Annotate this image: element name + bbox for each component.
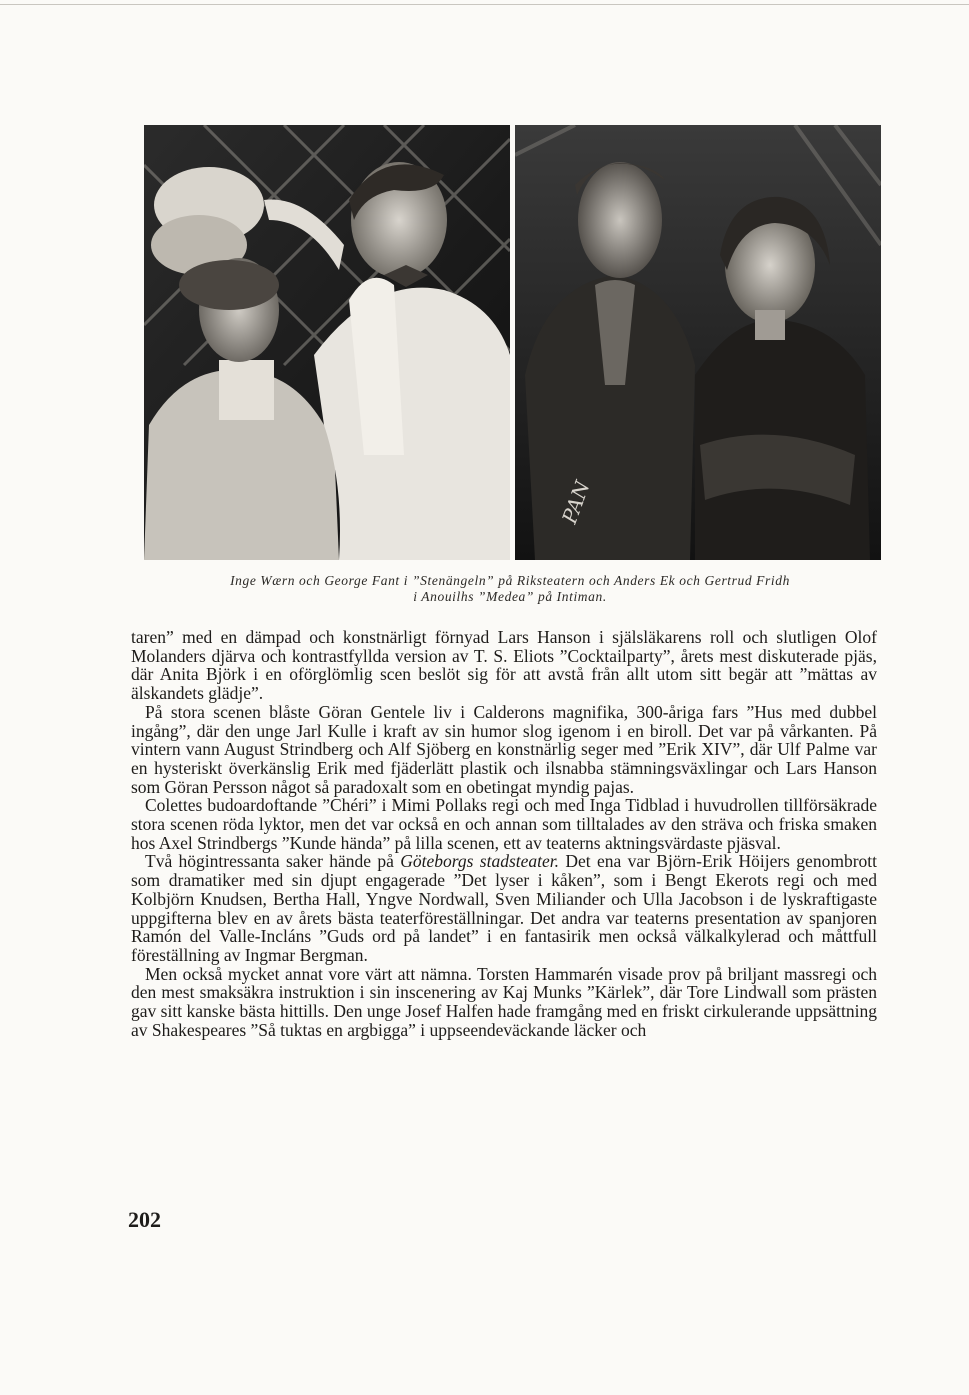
top-edge-line bbox=[0, 4, 969, 5]
page-number: 202 bbox=[128, 1207, 161, 1232]
photo-caption bbox=[130, 573, 890, 605]
photo-row bbox=[144, 125, 881, 560]
paragraph-3: Colettes budoardoftande ”Chéri” i Mimi Pollaks regi och med Inga Tidblad i huvudrollen tillförsäkrade stora scenen röda lyktor, men det var också en och annan som tilltalades av den sträva och friska smaken hos Axel Strindbergs ”Kunde hända” på lilla scenen, ett av teaterns aktningsvärdaste pjäsval. bbox=[131, 795, 877, 853]
photo-left bbox=[144, 125, 510, 560]
photo-right bbox=[515, 125, 881, 560]
paragraph-1: taren” med en dämpad och konstnärligt förnyad Lars Hanson i själsläkarens roll och slutligen Olof Molanders djärva och kontrastfyllda version av T. S. Eliots ”Cocktailparty”, årets mest diskuterade pjäs, där Anita Björk i en oförglömlig scen beslöt sig för att avstå från allt utom sitt begär att ”mättas av älskandets glädje”. bbox=[131, 627, 877, 704]
caption-line-2: i Anouilhs ”Medea” på Intiman. bbox=[413, 589, 607, 604]
paragraph-4-rest: Det ena var Björn-Erik Höijers genombrott som dramatiker med sin djupt engagerade ”Det lyser i kåken”, som i Bengt Ekerots regi och med Kolbjörn Knudsen, Bertha Hall, Yngve Nordwall, Sven Miliander och Ulla Jacobson i de lyskraftigaste uppgifterna blev en av årets bästa teaterföreställningar. Det andra var teaterns presentation av spanjoren Ramón del Valle-Incláns ”Guds ord på landet” i en fantasirik men också välkalkylerad och måttfull föreställning av Ingmar Bergman. bbox=[131, 851, 877, 965]
photo-right-image bbox=[515, 125, 881, 560]
caption-line-1: Inge Wærn och George Fant i ”Stenängeln” på Riksteatern och Anders Ek och Gertrud Fridh bbox=[230, 573, 790, 588]
paragraph-5: Men också mycket annat vore värt att nämna. Torsten Hammarén visade prov på briljant massregi och den mest smaksäkra instruktion i sin inscenering av Kaj Munks ”Kärlek”, där Tore Lindwall som prästen gav sitt kanske bästa hittills. Den unge Josef Halfen hade framgång med en friskt cirkulerande uppsättning av Shakespeares ”Så tuktas en argbigga” i uppseendeväckande läcker och bbox=[131, 963, 877, 1040]
paragraph-4-start: Två högintressanta saker hände på bbox=[145, 851, 401, 872]
paragraph-4-emphasis: Göteborgs stadsteater. bbox=[400, 851, 560, 872]
photo-signature: PAN bbox=[557, 477, 595, 527]
photo-left-image bbox=[144, 125, 510, 560]
paragraph-2: På stora scenen blåste Göran Gentele liv i Calderons magnifika, 300-åriga fars ”Hus med dubbel ingång”, där den unge Jarl Kulle i kraft av sin humor slog igenom i en biroll. Det var på vårkanten. På vintern vann August Strindberg och Alf Sjöberg en konstnärlig seger med ”Erik XIV”, där Ulf Palme var en hysteriskt överkänslig Erik med fjäderlätt plastik och ilsnabba stämningsväxlingar och Lars Hanson som Göran Persson något så paradoxalt som en obetingat myndig pajas. bbox=[131, 701, 877, 797]
paragraph-4 bbox=[131, 852, 877, 964]
article-body bbox=[131, 628, 877, 1039]
